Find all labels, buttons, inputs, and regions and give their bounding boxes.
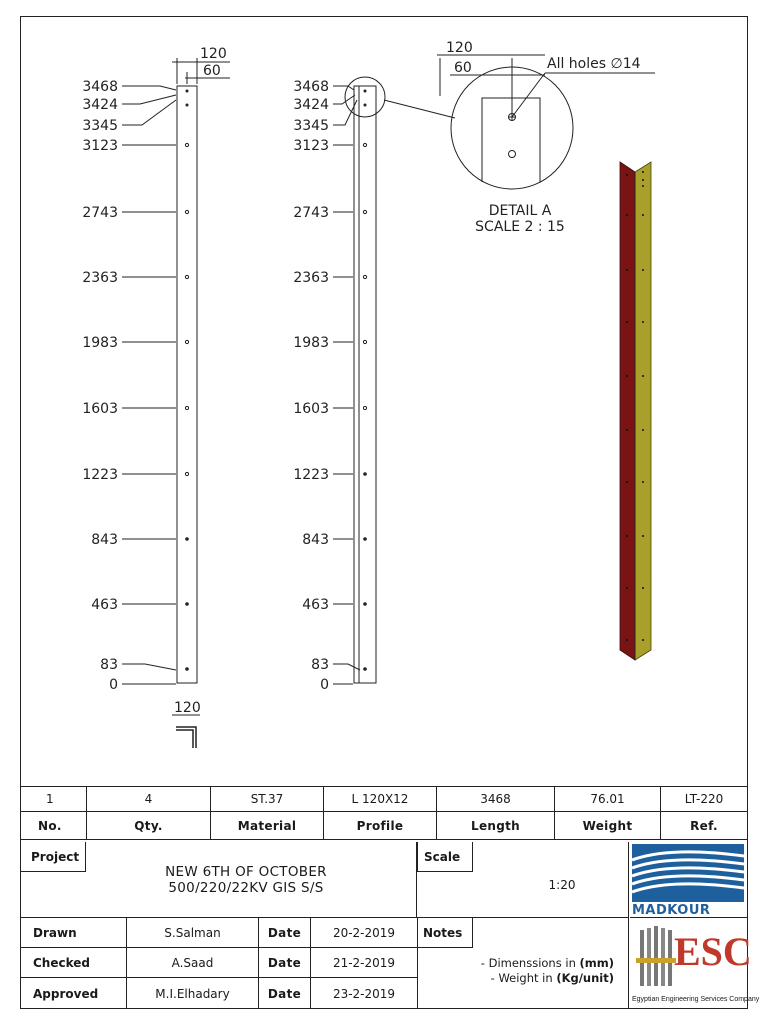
detail-dim-120: 120: [446, 40, 473, 56]
part-qty: 4: [87, 786, 211, 812]
signoff-table: [20, 918, 417, 1009]
elev-label: 1603: [82, 401, 118, 417]
signoff-name: M.I.Elhadary: [127, 978, 259, 1009]
angle-3d-view: [620, 162, 651, 660]
elev-label: 3468: [293, 79, 329, 95]
project-label: Project: [20, 842, 86, 872]
section-width-dim: 120: [174, 700, 201, 716]
notes-label: Notes: [417, 918, 473, 948]
notes-line1: [420, 956, 614, 971]
part-no: 1: [20, 786, 87, 812]
header-ref: Ref.: [661, 812, 748, 840]
elev-label: 1983: [293, 335, 329, 351]
elev-label: 1223: [82, 467, 118, 483]
elev-label: 3424: [293, 97, 329, 113]
notes-text: [420, 956, 614, 986]
notes-line2-unit: (Kg/unit): [556, 971, 614, 985]
notes-line2: [420, 971, 614, 986]
right-leaders: [333, 86, 360, 684]
right-elevation-labels: [293, 79, 329, 693]
part-material: ST.37: [211, 786, 324, 812]
project-title-line1: NEW 6TH OF OCTOBER: [165, 864, 327, 880]
elev-label: 1603: [293, 401, 329, 417]
signoff-date-label: Date: [259, 948, 311, 978]
esc-logo: [630, 918, 760, 1009]
project-title-line2: 500/220/22KV GIS S/S: [168, 880, 324, 896]
part-profile: L 120X12: [324, 786, 437, 812]
elev-label: 1223: [293, 467, 329, 483]
signoff-role: Checked: [21, 948, 127, 978]
angle-section-icon: [172, 715, 200, 748]
left-elevation-labels: [82, 79, 118, 693]
elev-label: 2363: [293, 270, 329, 286]
elev-label: 83: [100, 657, 118, 673]
elev-label: 843: [91, 532, 118, 548]
detail-dim-60: 60: [454, 60, 472, 76]
elev-label: 1983: [82, 335, 118, 351]
signoff-name: S.Salman: [127, 918, 259, 948]
signoff-role: Approved: [21, 978, 127, 1009]
part-ref: LT-220: [661, 786, 748, 812]
elev-label: 3345: [293, 118, 329, 134]
signoff-date-label: Date: [259, 978, 311, 1009]
madkour-logo: [630, 842, 748, 918]
esc-columns-icon: [636, 924, 676, 990]
elev-label: 463: [302, 597, 329, 613]
elev-label: 843: [302, 532, 329, 548]
left-dim-60: 60: [203, 63, 221, 79]
header-profile: Profile: [324, 812, 437, 840]
header-length: Length: [437, 812, 555, 840]
esc-logo-text: ESC: [674, 929, 752, 974]
notes-line1-prefix: - Dimenssions in: [480, 956, 580, 970]
elev-label: 2363: [82, 270, 118, 286]
signoff-role: Drawn: [21, 918, 127, 948]
detail-title: DETAIL A: [488, 203, 552, 219]
elev-label: 3424: [82, 97, 118, 113]
elev-label: 2743: [293, 205, 329, 221]
signoff-date-label: Date: [259, 918, 311, 948]
left-elevation: [172, 58, 230, 683]
notes-line2-prefix: - Weight in: [490, 971, 557, 985]
part-weight: 76.01: [555, 786, 661, 812]
header-qty: Qty.: [87, 812, 211, 840]
elev-label: 3123: [293, 138, 329, 154]
elev-label: 0: [320, 677, 329, 693]
signoff-date: 23-2-2019: [311, 978, 418, 1009]
madkour-logo-text: MADKOUR: [632, 903, 711, 918]
holes-note: All holes ∅14: [547, 56, 641, 72]
elev-label: 0: [109, 677, 118, 693]
madkour-waves-icon: [630, 842, 748, 904]
elev-label: 3123: [82, 138, 118, 154]
left-leaders: [122, 86, 176, 684]
elev-label: 83: [311, 657, 329, 673]
esc-caption: Egyptian Engineering Services Company: [632, 996, 760, 1003]
right-elevation: [345, 77, 455, 683]
part-length: 3468: [437, 786, 555, 812]
project-title: [86, 864, 406, 896]
title-block: [20, 786, 760, 1009]
elev-label: 463: [91, 597, 118, 613]
left-holes: [185, 90, 189, 671]
signoff-date: 21-2-2019: [311, 948, 418, 978]
scale-value: 1:20: [548, 878, 576, 892]
elev-label: 3345: [82, 118, 118, 134]
left-dim-120: 120: [200, 46, 227, 62]
detail-scale: SCALE 2 : 15: [475, 219, 565, 235]
header-no: No.: [20, 812, 87, 840]
signoff-date: 20-2-2019: [311, 918, 418, 948]
scale-label: Scale: [417, 842, 473, 872]
elev-label: 2743: [82, 205, 118, 221]
notes-line1-unit: (mm): [579, 956, 614, 970]
right-holes: [363, 90, 367, 671]
header-weight: Weight: [555, 812, 661, 840]
signoff-name: A.Saad: [127, 948, 259, 978]
elev-label: 3468: [82, 79, 118, 95]
header-material: Material: [211, 812, 324, 840]
